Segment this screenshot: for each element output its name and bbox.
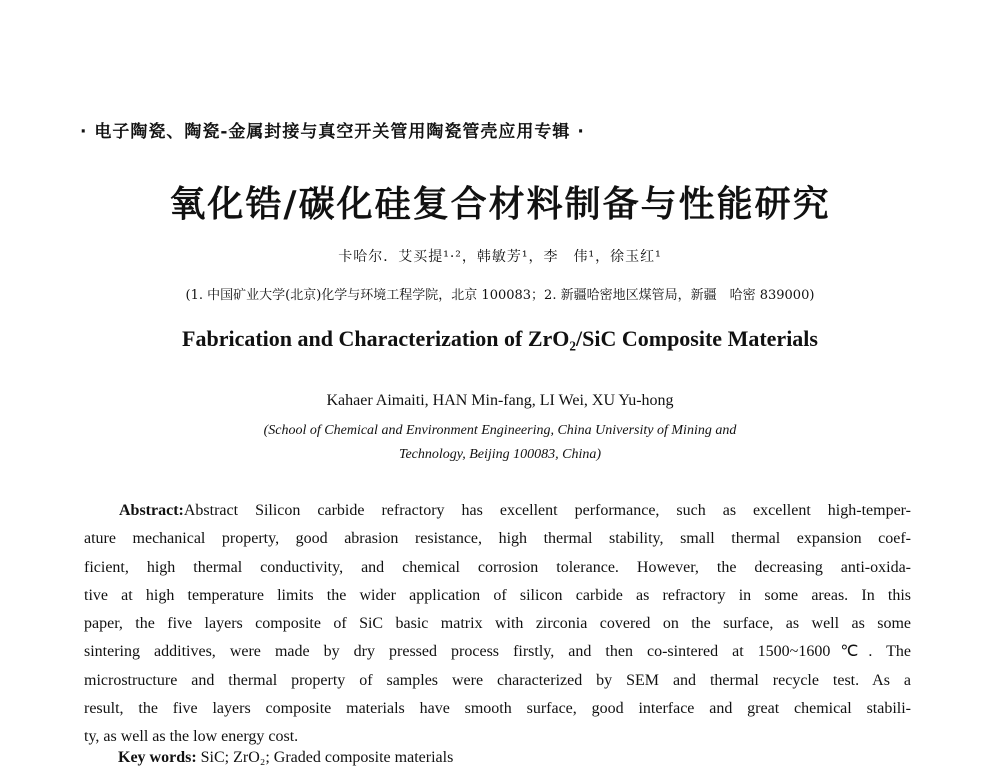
english-affiliation-line-2: Technology, Beijing 100083, China) [398,447,602,462]
abstract-line-1-text: Abstract Silicon carbide refractory has excellent performance, such as excellent high-temper- [183,502,911,519]
english-affiliation [0,419,1000,467]
abstract-line-7: microstructure and thermal property of samples were characterized by SEM and thermal recycle test. As a [84,671,911,689]
abstract-line-2: ature mechanical property, good abrasion resistance, high thermal stability, small thermal expansion coef- [84,530,911,548]
keywords [118,749,818,767]
abstract-line-3: ficient, high thermal conductivity, and chemical corrosion tolerance. However, the decreasing anti-oxida- [84,558,911,576]
english-authors: Kahaer Aimaiti, HAN Min-fang, LI Wei, XU Yu-hong [326,392,674,409]
abstract-heading: Abstract: [119,502,184,519]
chinese-title: 氧化锆/碳化硅复合材料制备与性能研究 [169,184,831,225]
abstract-line-1 [84,497,911,525]
keywords-text: SiC; ZrO₂; Graded composite materials [200,749,454,766]
abstract-line-6: sintering additives, were made by dry pressed process firstly, and then co-sintered at 1500~1600℃. The [84,643,911,661]
abstract-line-8: result, the five layers composite materials have smooth surface, good interface and great chemical stabili- [84,700,911,718]
english-title: Fabrication and Characterization of ZrO₂/SiC Composite Materials [182,326,818,351]
special-issue-header: · 电子陶瓷、陶瓷-金属封接与真空开关管用陶瓷管壳应用专辑 · [80,122,585,142]
abstract [84,497,911,752]
chinese-authors: 卡哈尔．艾买提¹·²，韩敏芳¹，李 伟¹，徐玉红¹ [338,249,662,265]
abstract-line-4: tive at high temperature limits the wider application of silicon carbide as refractory in some areas. In this [84,586,911,604]
abstract-line-5: paper, the five layers composite of SiC basic matrix with zirconia covered on the surface, as well as some [84,615,911,633]
abstract-line-9: ty, as well as the low energy cost. [84,728,299,746]
keywords-heading: Key words: [118,749,197,766]
english-affiliation-line-1: (School of Chemical and Environment Engineering, China University of Mining and [263,423,737,438]
chinese-affiliation: (1. 中国矿业大学(北京)化学与环境工程学院，北京 100083；2. 新疆哈密地区煤管局，新疆 哈密 839000) [185,288,815,303]
